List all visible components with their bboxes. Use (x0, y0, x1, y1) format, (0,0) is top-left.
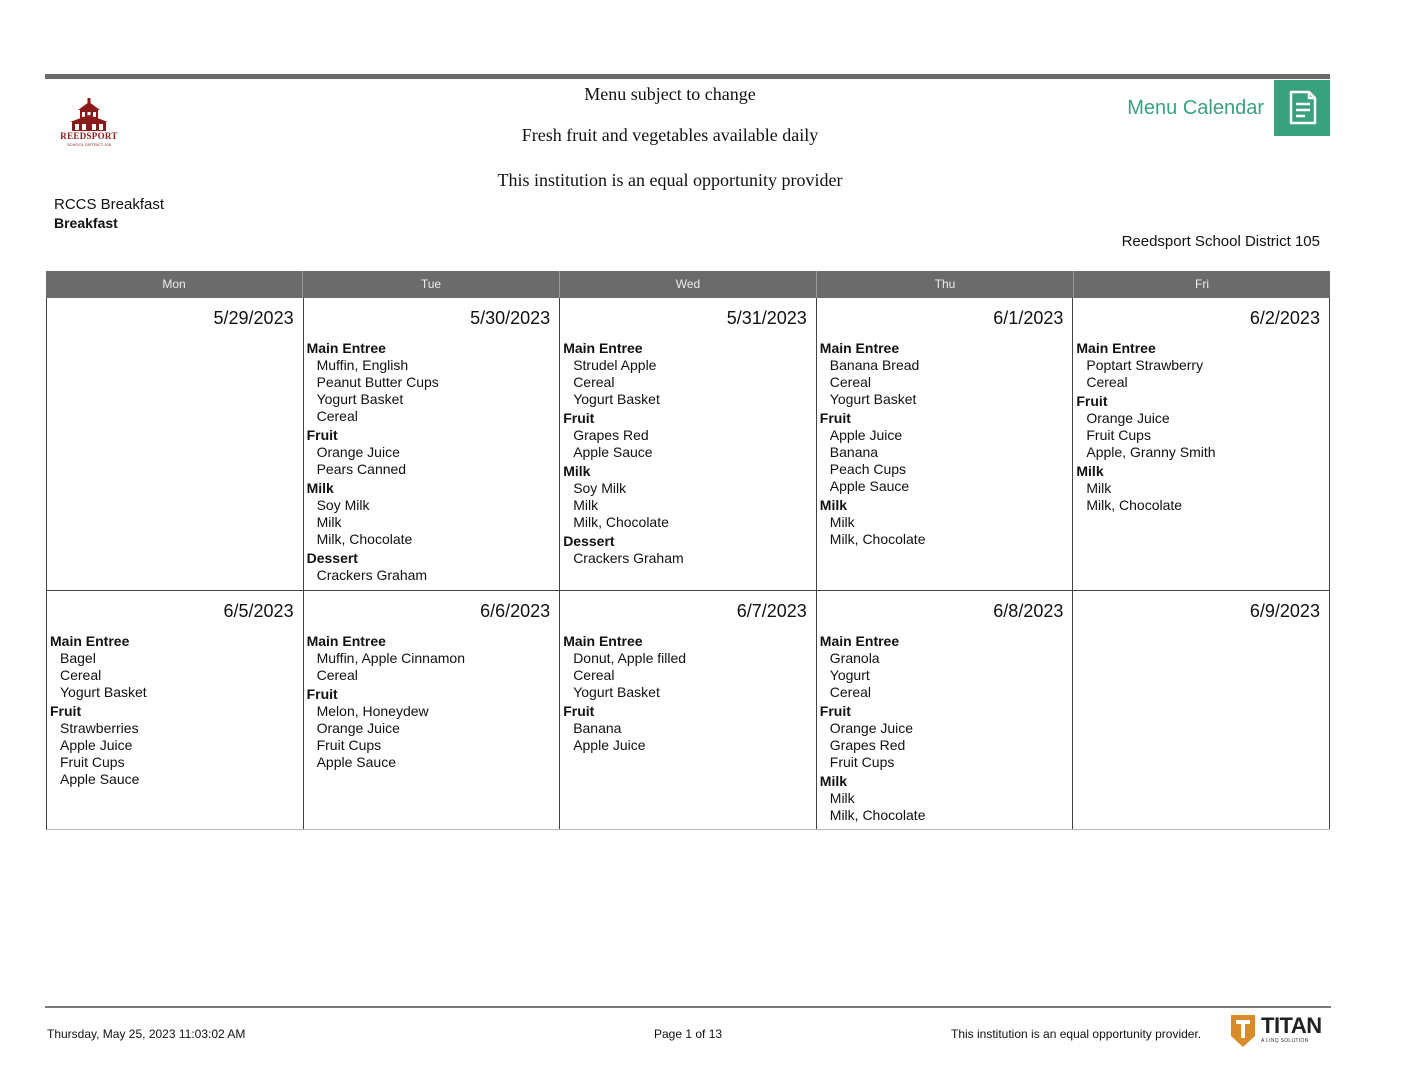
day-date: 6/6/2023 (480, 601, 551, 621)
menu-subtitle: Breakfast (54, 215, 118, 231)
day-entries (1073, 332, 1329, 514)
notice-fresh-fruit: Fresh fruit and vegetables available daily (521, 125, 819, 145)
menu-item: Strudel Apple (573, 357, 657, 373)
weekday-thu: Thu (817, 271, 1074, 298)
menu-item: Apple Juice (573, 737, 646, 753)
menu-item: Apple Sauce (829, 478, 910, 494)
menu-item: Grapes Red (573, 427, 649, 443)
district-name: Reedsport School District 105 (1121, 233, 1320, 250)
day-cell (560, 591, 817, 829)
menu-item: Crackers Graham (573, 550, 684, 566)
menu-category: Milk (563, 463, 591, 479)
menu-item: Muffin, English (316, 357, 409, 373)
menu-item: Poptart Strawberry (1086, 357, 1204, 373)
menu-item: Cereal (60, 667, 102, 683)
menu-item: Milk (1086, 480, 1112, 496)
menu-item: Banana (829, 444, 879, 460)
menu-name (54, 196, 164, 232)
menu-item: Apple Sauce (316, 754, 396, 770)
menu-category: Main Entree (563, 633, 643, 649)
menu-item: Yogurt Basket (829, 391, 917, 407)
day-cell (817, 591, 1074, 829)
day-entries (304, 332, 560, 584)
menu-item: Peach Cups (829, 461, 907, 477)
menu-category: Main Entree (819, 340, 900, 356)
day-cell (560, 298, 817, 590)
menu-category: Milk (819, 497, 848, 513)
day-entries (560, 332, 816, 567)
menu-item: Cereal (829, 684, 872, 700)
bottom-rule (45, 1006, 1331, 1008)
menu-item: Muffin, Apple Cinnamon (316, 650, 465, 666)
menu-item: Yogurt Basket (60, 684, 147, 700)
menu-category: Fruit (819, 703, 851, 719)
day-cell (1073, 298, 1330, 590)
menu-item: Yogurt Basket (573, 391, 660, 407)
menu-item: Cereal (316, 408, 358, 424)
menu-category: Fruit (50, 703, 82, 719)
menu-document-icon (1274, 80, 1330, 136)
menu-category: Main Entree (563, 340, 643, 356)
menu-item: Fruit Cups (829, 754, 895, 770)
day-cell (1073, 591, 1330, 829)
menu-item: Soy Milk (316, 497, 370, 513)
day-entries (560, 625, 816, 754)
notice-menu-change: Menu subject to change (584, 84, 756, 104)
menu-category: Fruit (819, 410, 851, 426)
menu-item: Apple, Granny Smith (1086, 444, 1216, 460)
menu-category: Fruit (1076, 393, 1108, 409)
weekday-mon: Mon (46, 271, 303, 298)
schoolhouse-icon (52, 98, 126, 132)
menu-item: Orange Juice (829, 720, 914, 736)
menu-item: Cereal (829, 374, 872, 390)
day-cell (304, 298, 561, 590)
menu-calendar-brand (1127, 80, 1330, 136)
menu-item: Yogurt Basket (316, 391, 404, 407)
titan-logo (1230, 1014, 1322, 1048)
day-entries (817, 625, 1073, 824)
day-date: 5/30/2023 (470, 308, 551, 328)
menu-item: Orange Juice (316, 444, 400, 460)
menu-item: Peanut Butter Cups (316, 374, 439, 390)
day-date: 6/9/2023 (1249, 601, 1320, 621)
menu-category: Fruit (306, 686, 338, 702)
menu-item: Apple Juice (60, 737, 133, 753)
day-cell (304, 591, 561, 829)
day-entries (304, 625, 560, 771)
menu-item: Fruit Cups (316, 737, 382, 753)
logo-text: REEDSPORT (60, 131, 118, 141)
menu-calendar-title: Menu Calendar (1127, 96, 1264, 119)
footer-notice: This institution is an equal opportunity provider. (951, 1027, 1202, 1041)
day-entries (1073, 625, 1329, 631)
menu-category: Main Entree (819, 633, 900, 649)
day-entries (47, 625, 303, 788)
titan-shield-icon (1230, 1014, 1256, 1048)
menu-item: Fruit Cups (60, 754, 125, 770)
notice-equal-opportunity: This institution is an equal opportunity provider (497, 170, 843, 190)
day-date: 6/5/2023 (223, 601, 294, 621)
menu-item: Apple Sauce (60, 771, 140, 787)
menu-item: Banana (573, 720, 622, 736)
menu-item: Donut, Apple filled (573, 650, 687, 666)
menu-item: Bagel (60, 650, 96, 666)
menu-item: Apple Sauce (573, 444, 653, 460)
print-timestamp: Thursday, May 25, 2023 11:03:02 AM (47, 1027, 246, 1041)
menu-item: Melon, Honeydew (316, 703, 429, 719)
weekday-wed: Wed (560, 271, 817, 298)
menu-item: Milk, Chocolate (573, 514, 669, 530)
menu-item: Milk (829, 514, 855, 530)
menu-item: Banana Bread (829, 357, 920, 373)
menu-category: Milk (819, 773, 848, 789)
menu-item: Milk, Chocolate (1086, 497, 1183, 513)
menu-category: Dessert (306, 550, 358, 566)
menu-item: Cereal (316, 667, 358, 683)
day-date: 6/8/2023 (993, 601, 1064, 621)
menu-item: Orange Juice (316, 720, 400, 736)
menu-category: Main Entree (306, 633, 386, 649)
menu-item: Apple Juice (829, 427, 903, 443)
menu-category: Main Entree (1076, 340, 1156, 356)
district-logo (52, 98, 126, 152)
calendar-week-2 (46, 591, 1330, 830)
menu-item: Cereal (1086, 374, 1128, 390)
menu-item: Milk, Chocolate (829, 807, 926, 823)
calendar-week-1 (46, 298, 1330, 591)
menu-category: Milk (1076, 463, 1104, 479)
top-rule (45, 74, 1330, 79)
logo-subtext: SCHOOL DISTRICT 105 (66, 142, 111, 147)
menu-category: Main Entree (50, 633, 130, 649)
menu-item: Strawberries (60, 720, 139, 736)
menu-item: Soy Milk (573, 480, 627, 496)
menu-category: Main Entree (306, 340, 386, 356)
menu-item: Milk, Chocolate (316, 531, 413, 547)
menu-item: Cereal (573, 667, 615, 683)
day-date: 6/1/2023 (993, 308, 1064, 328)
menu-category: Fruit (563, 410, 595, 426)
day-cell (817, 298, 1074, 590)
menu-item: Milk (316, 514, 342, 530)
menu-category: Fruit (563, 703, 595, 719)
page-number: Page 1 of 13 (654, 1027, 723, 1041)
menu-item: Fruit Cups (1086, 427, 1151, 443)
day-cell (47, 298, 304, 590)
menu-calendar (46, 271, 1330, 830)
titan-tagline: A LINQ SOLUTION (1261, 1038, 1309, 1044)
menu-item: Cereal (573, 374, 615, 390)
menu-item: Pears Canned (316, 461, 407, 477)
menu-item: Yogurt Basket (573, 684, 660, 700)
menu-item: Grapes Red (829, 737, 906, 753)
weekday-tue: Tue (303, 271, 560, 298)
menu-category: Dessert (563, 533, 615, 549)
menu-item: Yogurt (829, 667, 870, 683)
day-cell (47, 591, 304, 829)
day-entries (47, 332, 303, 338)
day-date: 5/31/2023 (726, 308, 807, 328)
menu-item: Crackers Graham (316, 567, 428, 583)
weekday-fri: Fri (1195, 277, 1209, 291)
menu-category: Fruit (306, 427, 338, 443)
menu-item: Orange Juice (1086, 410, 1170, 426)
menu-item: Milk, Chocolate (829, 531, 926, 547)
titan-name: TITAN (1261, 1013, 1322, 1038)
menu-item: Milk (573, 497, 599, 513)
menu-item: Granola (829, 650, 880, 666)
day-date: 5/29/2023 (213, 308, 294, 328)
menu-category: Milk (306, 480, 334, 496)
day-date: 6/7/2023 (736, 601, 807, 621)
day-entries (817, 332, 1073, 548)
day-date: 6/2/2023 (1249, 308, 1320, 328)
menu-title: RCCS Breakfast (54, 196, 165, 213)
menu-item: Milk (829, 790, 855, 806)
weekday-header (46, 271, 1330, 298)
